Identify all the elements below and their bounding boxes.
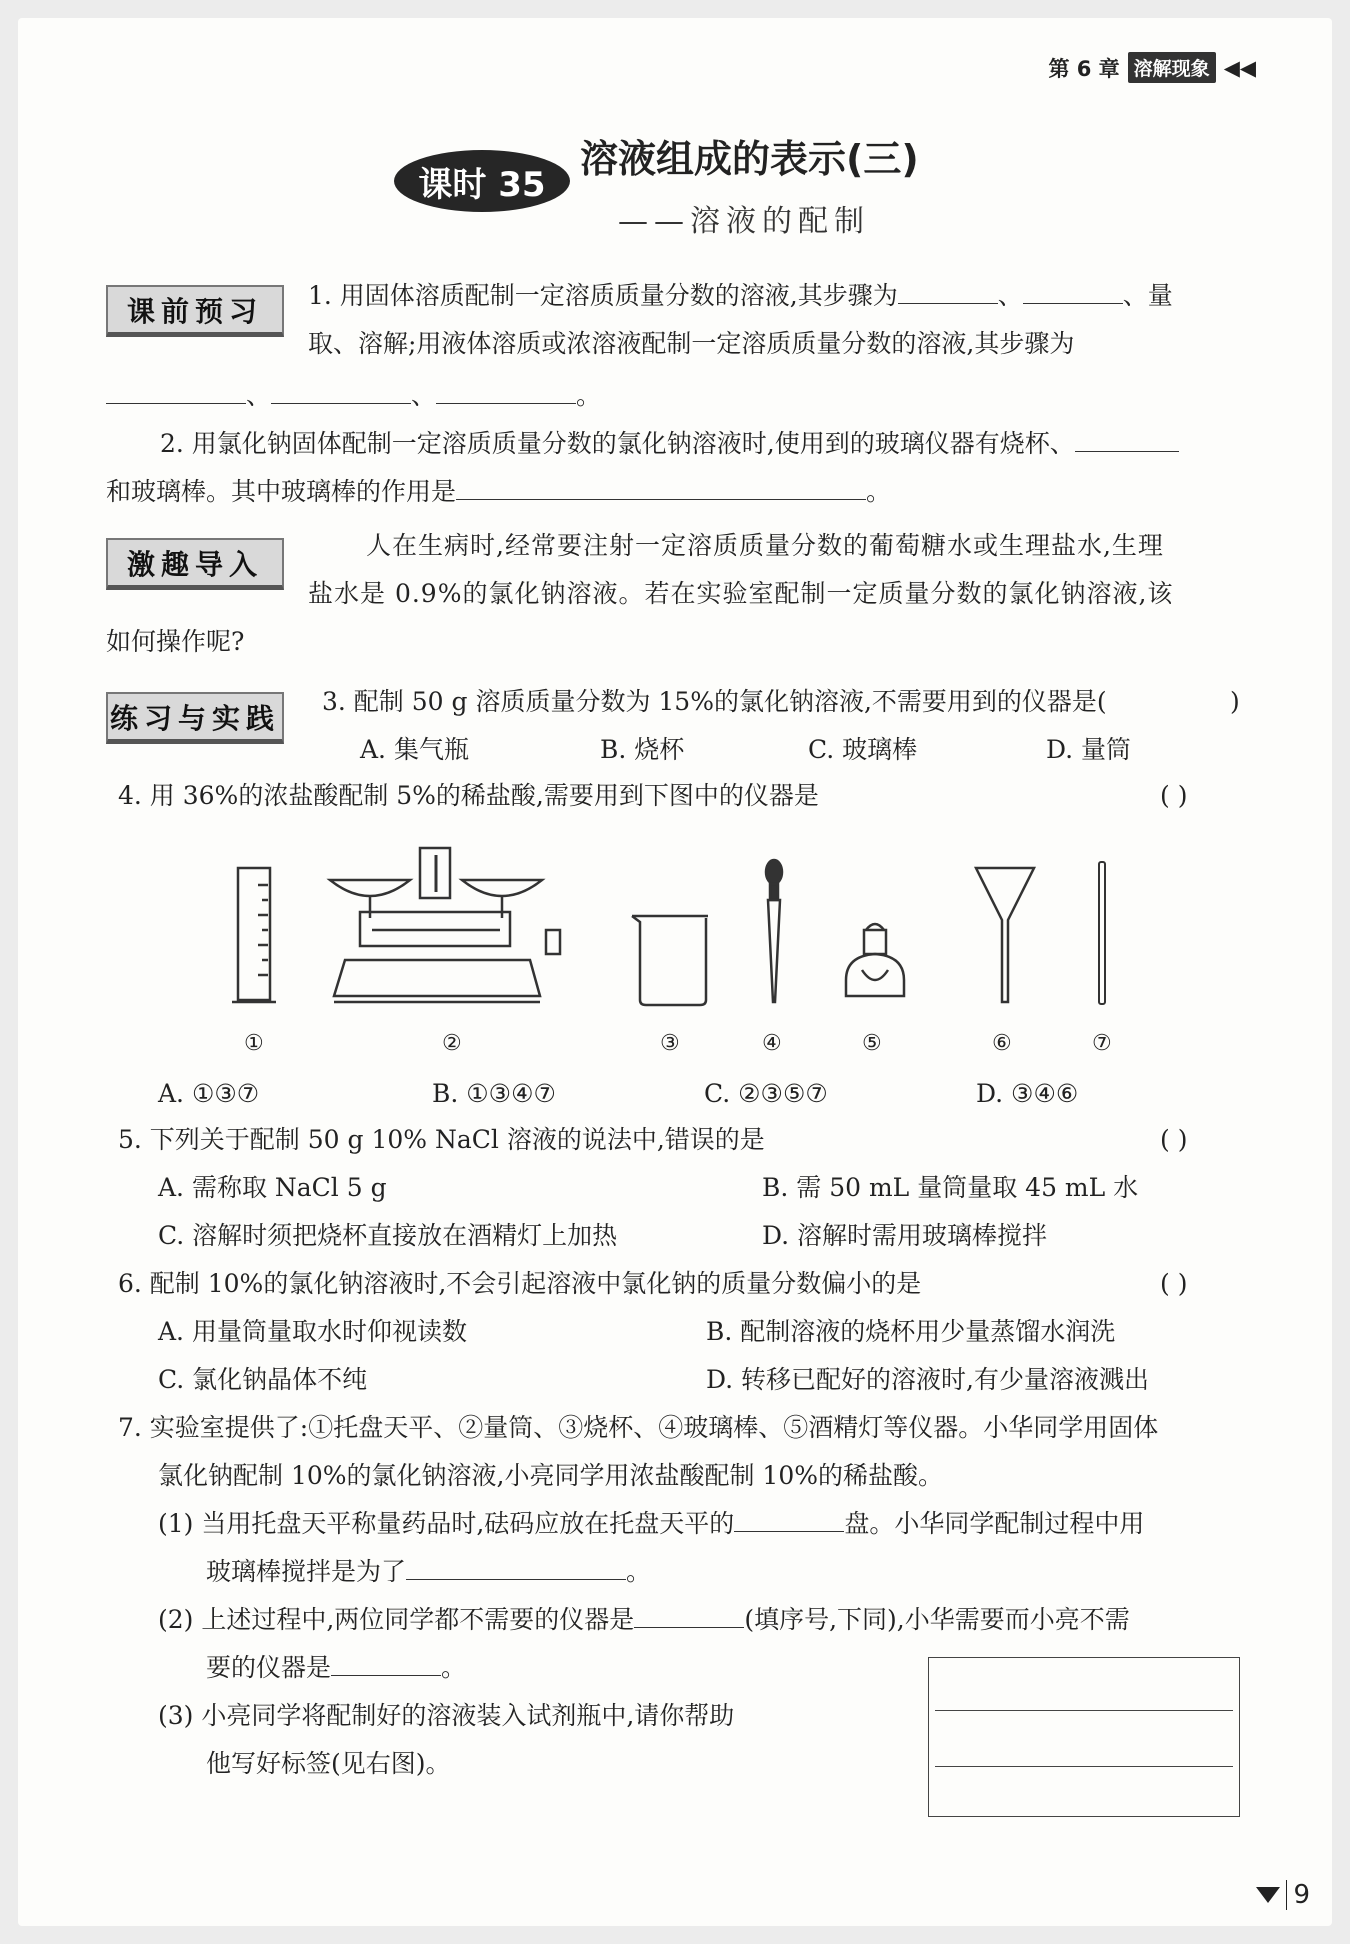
chapter-number: 第 6 章 — [1048, 56, 1120, 81]
alcohol-lamp-icon — [846, 924, 904, 996]
intro-line2: 盐水是 0.9%的氯化钠溶液。若在实验室配制一定质量分数的氯化钠溶液,该 — [308, 579, 1174, 608]
balance-icon — [330, 848, 560, 1002]
section-practice-tag: 练习与实践 — [106, 692, 284, 744]
q7-part2-blank-2[interactable] — [331, 1648, 441, 1676]
q1-stem: 1. 用固体溶质配制一定溶质质量分数的溶液,其步骤为 — [308, 281, 898, 310]
q4-option-c[interactable]: C. ②③⑤⑦ — [704, 1079, 828, 1108]
beaker-icon — [632, 916, 708, 1005]
apparatus-label-1: ① — [244, 1031, 264, 1056]
apparatus-label-4: ④ — [762, 1031, 782, 1056]
q3-stem: 3. 配制 50 g 溶质质量分数为 15%的氯化钠溶液,不需要用到的仪器是( — [322, 687, 1107, 716]
q7-part1-text-3: 玻璃棒搅拌是为了 — [206, 1557, 407, 1586]
q1-line2: 取、溶解;用液体溶质或浓溶液配制一定溶质质量分数的溶液,其步骤为 — [308, 329, 1075, 358]
q7-part2-end: 。 — [441, 1653, 467, 1682]
intro-line1: 人在生病时,经常要注射一定溶质质量分数的葡萄糖水或生理盐水,生理 — [366, 531, 1164, 560]
label-line-2 — [935, 1766, 1233, 1767]
q7-part3-line2: 他写好标签(见右图)。 — [206, 1749, 451, 1778]
q4-option-d[interactable]: D. ③④⑥ — [976, 1079, 1079, 1108]
q3-option-c[interactable]: C. 玻璃棒 — [808, 735, 918, 764]
section-intro-tag: 激趣导入 — [106, 538, 284, 590]
q5-option-d[interactable]: D. 溶解时需用玻璃棒搅拌 — [762, 1221, 1048, 1250]
funnel-icon — [976, 868, 1034, 1002]
q7-part1-text-2: 盘。小华同学配制过程中用 — [844, 1509, 1145, 1538]
q7-part2-text-3: 要的仪器是 — [206, 1653, 332, 1682]
q6-option-a[interactable]: A. 用量筒量取水时仰视读数 — [158, 1317, 467, 1346]
q4-option-b[interactable]: B. ①③④⑦ — [432, 1079, 556, 1108]
lesson-subtitle: ——溶液的配制 — [618, 204, 870, 239]
label-line-1 — [935, 1710, 1233, 1711]
q5-option-a[interactable]: A. 需称取 NaCl 5 g — [158, 1173, 387, 1202]
apparatus-label-6: ⑥ — [992, 1031, 1012, 1056]
q3-option-b[interactable]: B. 烧杯 — [600, 735, 685, 764]
q2-stem-2: 和玻璃棒。其中玻璃棒的作用是 — [106, 477, 457, 506]
q1-sep: 、 — [411, 381, 437, 410]
q1-sep: 、 — [997, 281, 1023, 310]
q5-stem: 5. 下列关于配制 50 g 10% NaCl 溶液的说法中,错误的是 — [118, 1125, 765, 1154]
lesson-title: 溶液组成的表示(三) — [580, 137, 919, 181]
q1-sep: 、 — [246, 381, 272, 410]
q4-stem: 4. 用 36%的浓盐酸配制 5%的稀盐酸,需要用到下图中的仪器是 — [118, 781, 819, 810]
q7-part2-text: (2) 上述过程中,两位同学都不需要的仪器是 — [158, 1605, 635, 1634]
q5-option-b[interactable]: B. 需 50 mL 量筒量取 45 mL 水 — [762, 1173, 1139, 1202]
q1-sep: 、量 — [1122, 281, 1173, 310]
q7-part1-end: 。 — [626, 1557, 652, 1586]
q7-part1-blank-2[interactable] — [406, 1552, 626, 1580]
apparatus-label-3: ③ — [660, 1031, 680, 1056]
q7-line2: 氯化钠配制 10%的氯化钠溶液,小亮同学用浓盐酸配制 10%的稀盐酸。 — [158, 1461, 943, 1490]
q7-part2-text-2: (填序号,下同),小华需要而小亮不需 — [744, 1605, 1130, 1634]
q6-stem: 6. 配制 10%的氯化钠溶液时,不会引起溶液中氯化钠的质量分数偏小的是 — [118, 1269, 922, 1298]
triangle-icon — [1256, 1887, 1280, 1903]
page-number — [1256, 1880, 1310, 1910]
q2-stem: 2. 用氯化钠固体配制一定溶质质量分数的氯化钠溶液时,使用到的玻璃仪器有烧杯、 — [160, 429, 1075, 458]
q6-paren: ( ) — [1160, 1269, 1188, 1298]
q3-paren-close: ) — [1230, 687, 1240, 716]
q4-paren: ( ) — [1160, 781, 1188, 810]
dropper-icon — [766, 860, 782, 1002]
apparatus-label-2: ② — [442, 1031, 462, 1056]
q5-option-c[interactable]: C. 溶解时须把烧杯直接放在酒精灯上加热 — [158, 1221, 618, 1250]
q6-option-d[interactable]: D. 转移已配好的溶液时,有少量溶液溅出 — [706, 1365, 1149, 1394]
apparatus-label-7: ⑦ — [1092, 1031, 1112, 1056]
q1-end: 。 — [576, 381, 602, 410]
q7-part2-line1 — [158, 1596, 1130, 1644]
q7-part1-line2 — [206, 1548, 651, 1596]
q6-option-c[interactable]: C. 氯化钠晶体不纯 — [158, 1365, 368, 1394]
q5-paren: ( ) — [1160, 1125, 1188, 1154]
q7-part2-line2 — [206, 1644, 466, 1692]
apparatus-label-5: ⑤ — [862, 1031, 882, 1056]
q4-option-a[interactable]: A. ①③⑦ — [158, 1079, 260, 1108]
chapter-tag: 溶解现象 — [1128, 52, 1216, 83]
intro-line3: 如何操作呢? — [106, 627, 245, 656]
section-preview-tag: 课前预习 — [106, 285, 284, 337]
q7-part1-text: (1) 当用托盘天平称量药品时,砝码应放在托盘天平的 — [158, 1509, 735, 1538]
q3-option-a[interactable]: A. 集气瓶 — [360, 735, 469, 764]
q3-option-d[interactable]: D. 量筒 — [1046, 735, 1132, 764]
graduated-cylinder-icon — [232, 868, 276, 1002]
q7-line1: 7. 实验室提供了:①托盘天平、②量筒、③烧杯、④玻璃棒、⑤酒精灯等仪器。小华同学用固体 — [118, 1413, 1159, 1442]
q7-part2-blank-1[interactable] — [634, 1600, 744, 1628]
q6-option-b[interactable]: B. 配制溶液的烧杯用少量蒸馏水润洗 — [706, 1317, 1116, 1346]
reagent-label-box[interactable] — [928, 1657, 1240, 1817]
page-number-text: 9 — [1286, 1880, 1310, 1910]
q7-part3-line1: (3) 小亮同学将配制好的溶液装入试剂瓶中,请你帮助 — [158, 1701, 735, 1730]
q2-end: 。 — [866, 477, 892, 506]
lesson-badge: 课时 35 — [394, 150, 570, 212]
q7-part1-blank-1[interactable] — [734, 1504, 844, 1532]
chapter-arrows-icon: ◀◀ — [1223, 55, 1256, 80]
glass-rod-icon — [1099, 862, 1105, 1004]
q7-part1-line1 — [158, 1500, 1144, 1548]
